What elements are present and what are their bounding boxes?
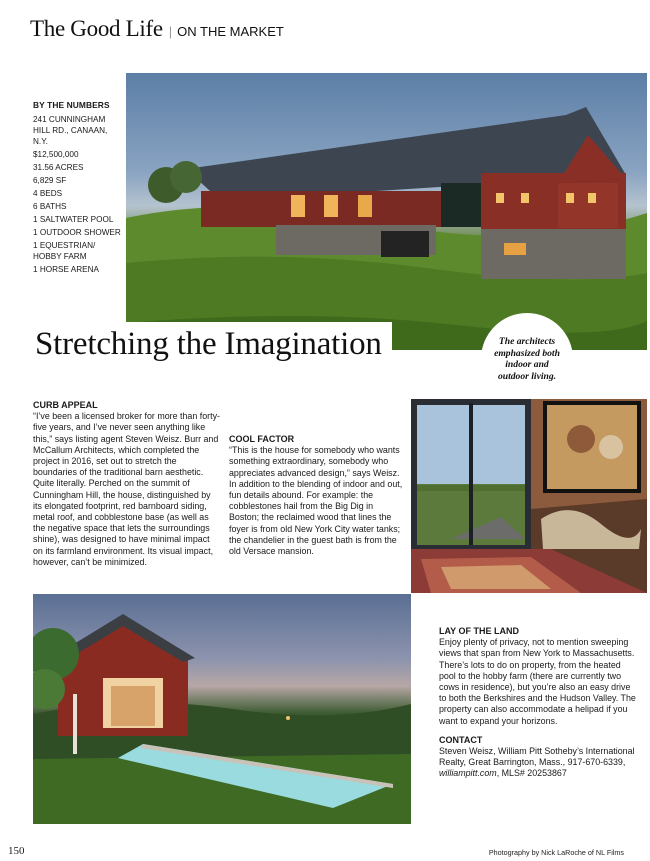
numbers-item: $12,500,000 bbox=[33, 150, 79, 159]
section-name: ON THE MARKET bbox=[177, 24, 284, 39]
pull-quote-bubble: The architects emphasized both indoor and outdoor living. bbox=[481, 313, 573, 405]
numbers-item: 1 HORSE ARENA bbox=[33, 265, 99, 274]
section-label: | ON THE MARKET bbox=[168, 24, 284, 39]
photo-credit: Photography by Nick LaRoche of NL Films bbox=[488, 848, 624, 857]
barn-exterior-photo bbox=[126, 73, 647, 350]
lay-of-the-land-text: Enjoy plenty of privacy, not to mention sweeping views that span from New York to Massachusetts. There’s lots to do on property, from the heated pool to the hobby farm (there are currently two cows in residence), but you’re also an easy drive to both the Berkshires and the Hudson Valley. The property can also accommodate a helipad if you want to expand your horizons. bbox=[439, 637, 636, 726]
numbers-item: 1 OUTDOOR SHOWER bbox=[33, 228, 121, 237]
by-the-numbers-heading: BY THE NUMBERS bbox=[33, 100, 110, 110]
pool-house-photo bbox=[33, 594, 411, 824]
curb-appeal-text: “I’ve been a licensed broker for more than forty-five years, and I’ve never seen anything like this,” says listing agent Steven Weisz. Burr and McCallum Architects, which completed the project in 2016, set out to stretch the boundaries of the traditional barn aesthetic. Quite literally. Perched on the summit of Cunningham Hill, the house, distinguished by its elongated footprint, red barnboard siding, metal roof, and cobblestone base (as well as the negative space that lets the surroundings shine), was designed to have minimal impact on its farmland environment. Its visual impact, however, can’t be minimized. bbox=[33, 411, 220, 567]
interior-photo bbox=[411, 399, 647, 593]
article-column-3 bbox=[439, 625, 639, 780]
cool-factor-heading: COOL FACTOR bbox=[229, 434, 295, 444]
page-number: 150 bbox=[8, 845, 25, 857]
contact-mls: MLS# 20253867 bbox=[501, 768, 567, 779]
column-continuation-space bbox=[229, 399, 405, 433]
contact-website-link[interactable]: williampitt.com bbox=[439, 768, 497, 779]
numbers-item: 6,829 SF bbox=[33, 176, 67, 185]
by-the-numbers bbox=[33, 100, 123, 277]
numbers-item: 31.56 ACRES bbox=[33, 163, 84, 172]
contact-heading: CONTACT bbox=[439, 734, 483, 745]
lay-of-the-land-heading: LAY OF THE LAND bbox=[439, 626, 520, 636]
contact-text: Steven Weisz, William Pitt Sotheby’s International Realty, Great Barrington, Mass., 917-670-6339, williampitt.com, MLS# 20253867 bbox=[439, 746, 635, 779]
numbers-item: 241 CUNNINGHAM HILL RD., CANAAN, N.Y. bbox=[33, 115, 108, 146]
numbers-item: 4 BEDS bbox=[33, 189, 63, 198]
numbers-item: 1 SALTWATER POOL bbox=[33, 215, 114, 224]
article-column-2 bbox=[229, 399, 405, 565]
curb-appeal-heading: CURB APPEAL bbox=[33, 400, 98, 410]
numbers-item: 1 EQUESTRIAN/ HOBBY FARM bbox=[33, 241, 96, 261]
interior-illustration bbox=[411, 399, 647, 593]
article-column-1 bbox=[33, 399, 221, 576]
pool-illustration bbox=[33, 594, 411, 824]
page-header bbox=[30, 16, 284, 42]
numbers-item: 6 BATHS bbox=[33, 202, 67, 211]
barn-illustration bbox=[126, 73, 647, 350]
contact-details: Steven Weisz, William Pitt Sotheby’s International Realty, Great Barrington, Mass., 917-670-6339, bbox=[439, 746, 635, 768]
magazine-title: The Good Life bbox=[30, 16, 163, 41]
cool-factor-text: “This is the house for somebody who wants something extraordinary, somebody who appreciates advanced design,” says Weisz. In addition to the blending of indoor and out, fun details abound. For example: the cobblestones hail from the Big Dig in Boston; the reclaimed wood that lines the foyer is from old New York City water tanks; the chandelier in the guest bath is from the old Versace mansion. bbox=[229, 445, 403, 557]
article-headline: Stretching the Imagination bbox=[32, 322, 392, 369]
